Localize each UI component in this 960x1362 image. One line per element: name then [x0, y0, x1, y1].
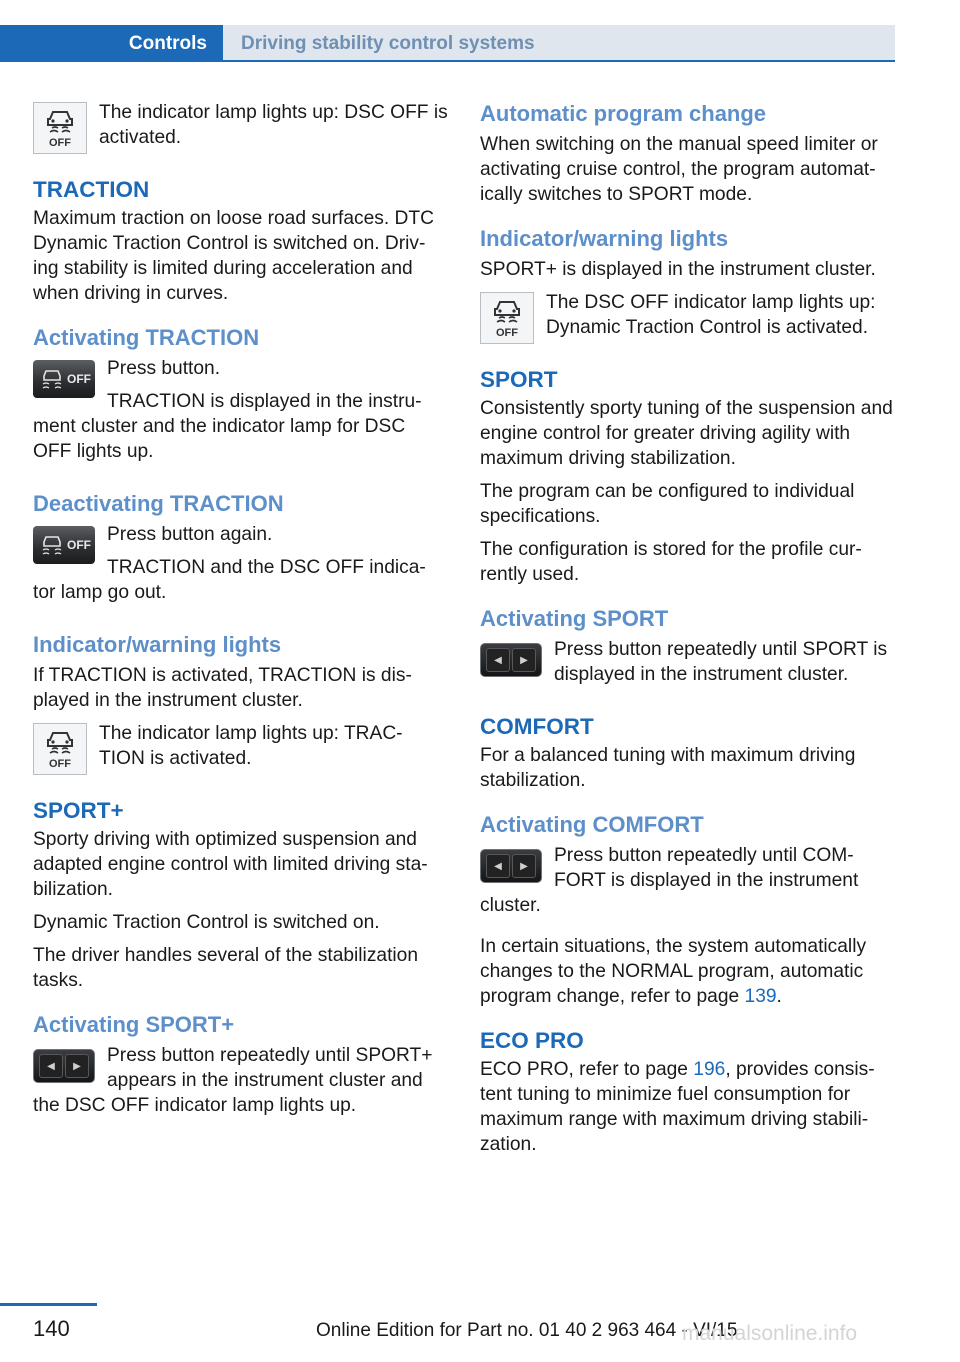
activating-comfort-block	[480, 843, 895, 926]
off-label: OFF	[67, 372, 91, 386]
traction-lamp-text: The indicator lamp lights up: TRAC‑ TION is activated.	[99, 723, 403, 769]
section-label: Controls	[128, 32, 207, 54]
normal-program-text-b: .	[776, 986, 782, 1007]
edition-text: Online Edition for Part no. 01 40 2 963 464 - VI/15	[316, 1320, 738, 1341]
sport-plus-text1: Sporty driving with optimized suspension and adapted engine control with limited driving sta‑ bilization.	[33, 829, 428, 900]
activating-comfort-text: Press button repeatedly until COM‑ FORT is displayed in the instrument cluster.	[480, 845, 859, 916]
rocker-left-segment: ◀	[486, 854, 510, 878]
sport-plus-lamp-text: The DSC OFF indicator lamp lights up: Dynamic Traction Control is activated.	[546, 292, 876, 338]
comfort-heading: COMFORT	[480, 714, 594, 739]
activating-sport-heading: Activating SPORT	[480, 606, 669, 631]
deactivating-traction-heading: Deactivating TRACTION	[33, 491, 284, 516]
deactivating-traction-block	[33, 522, 448, 613]
auto-change-heading: Automatic program change	[480, 101, 767, 126]
eco-pro-text-b: , provides consis‑ tent tuning to minimize fuel consumption for maximum range with maximum driving stabili‑ zation.	[480, 1059, 875, 1155]
page-139-link[interactable]: 139	[744, 986, 777, 1007]
dsc-off-indicator-icon	[480, 292, 534, 344]
dsc-off-lamp-text: The indicator lamp lights up: DSC OFF is activated.	[99, 102, 448, 148]
driving-dynamics-control-switch-icon	[480, 643, 542, 677]
section-tab	[0, 25, 223, 62]
dsc-off-lamp-row	[33, 100, 448, 158]
activating-traction-step1: Press button.	[107, 358, 221, 379]
eco-pro-text-a: ECO PRO, refer to page	[480, 1059, 694, 1080]
watermark: manualsonline.info	[682, 1322, 858, 1345]
left-indicator-heading: Indicator/warning lights	[33, 632, 282, 657]
rocker-right-segment: ▶	[512, 648, 536, 672]
activating-sport-plus-block	[33, 1043, 448, 1126]
traction-lamp-row	[33, 721, 448, 779]
off-label: OFF	[67, 538, 91, 552]
activating-sport-text: Press button repeatedly until SPORT is displayed in the instrument cluster.	[554, 639, 888, 685]
rocker-left-segment: ◀	[39, 1054, 63, 1078]
left-column	[33, 100, 448, 1134]
eco-pro-text	[480, 1057, 895, 1157]
sport-text1: Consistently sporty tuning of the suspension and engine control for greater driving agility with maximum driving stabilization.	[480, 398, 893, 469]
page-196-link[interactable]: 196	[693, 1059, 726, 1080]
driving-dynamics-control-switch-icon	[480, 849, 542, 883]
footer-rule	[0, 1303, 97, 1306]
traction-off-button-icon	[33, 526, 95, 564]
deactivating-traction-step2: TRACTION and the DSC OFF indica‑ tor lamp go out.	[33, 557, 426, 603]
traction-off-button-icon	[33, 360, 95, 398]
auto-change-text: When switching on the manual speed limiter or activating cruise control, the program automat‑ ically switches to SPORT mode.	[480, 134, 878, 205]
page-header	[0, 25, 895, 62]
sport-text2: The program can be configured to individual specifications.	[480, 481, 855, 527]
activating-traction-block	[33, 356, 448, 472]
svg-text:OFF: OFF	[496, 327, 518, 339]
right-indicator-heading: Indicator/warning lights	[480, 226, 729, 251]
comfort-text: For a balanced tuning with maximum driving stabilization.	[480, 745, 856, 791]
svg-text:OFF: OFF	[49, 758, 71, 770]
normal-program-text-a: In certain situations, the system automatically changes to the NORMAL program, automatic program change, refer to page	[480, 936, 867, 1007]
dsc-off-indicator-icon	[33, 102, 87, 154]
rocker-right-segment: ▶	[65, 1054, 89, 1078]
sport-plus-text3: The driver handles several of the stabilization tasks.	[33, 945, 419, 991]
activating-traction-heading: Activating TRACTION	[33, 325, 260, 350]
rocker-left-segment: ◀	[486, 648, 510, 672]
right-column	[480, 100, 895, 1165]
activating-sport-plus-heading: Activating SPORT+	[33, 1012, 235, 1037]
rocker-right-segment: ▶	[512, 854, 536, 878]
driving-dynamics-control-switch-icon	[33, 1049, 95, 1083]
activating-sport-plus-text: Press button repeatedly until SPORT+ appears in the instrument cluster and the DSC OFF indicator lamp lights up.	[33, 1045, 433, 1116]
sport-heading: SPORT	[480, 367, 558, 392]
subsection-tab	[223, 25, 895, 62]
dsc-off-indicator-icon	[33, 723, 87, 775]
left-indicator-text: If TRACTION is activated, TRACTION is dis‑ played in the instrument cluster.	[33, 665, 412, 711]
sport-text3: The configuration is stored for the profile cur‑ rently used.	[480, 539, 862, 585]
activating-sport-block	[480, 637, 895, 695]
header-rule	[0, 60, 895, 62]
eco-pro-heading: ECO PRO	[480, 1028, 584, 1053]
sport-plus-text2: Dynamic Traction Control is switched on.	[33, 912, 380, 933]
sport-plus-lamp-row	[480, 290, 895, 348]
page-number: 140	[33, 1316, 70, 1341]
deactivating-traction-step1: Press button again.	[107, 524, 273, 545]
normal-program-text	[480, 934, 895, 1009]
page-footer	[0, 1303, 960, 1362]
traction-heading: TRACTION	[33, 177, 150, 202]
right-indicator-text: SPORT+ is displayed in the instrument cluster.	[480, 259, 876, 280]
traction-text: Maximum traction on loose road surfaces. DTC Dynamic Traction Control is switched on. Driv‑ ing stability is limited during acceleration and when driving in curves.	[33, 208, 434, 304]
sport-plus-heading: SPORT+	[33, 798, 124, 823]
activating-comfort-heading: Activating COMFORT	[480, 812, 704, 837]
svg-text:OFF: OFF	[49, 137, 71, 149]
activating-traction-step2: TRACTION is displayed in the instru‑ ment cluster and the indicator lamp for DSC OFF lights up.	[33, 391, 422, 462]
subsection-label: Driving stability control systems	[241, 32, 535, 54]
